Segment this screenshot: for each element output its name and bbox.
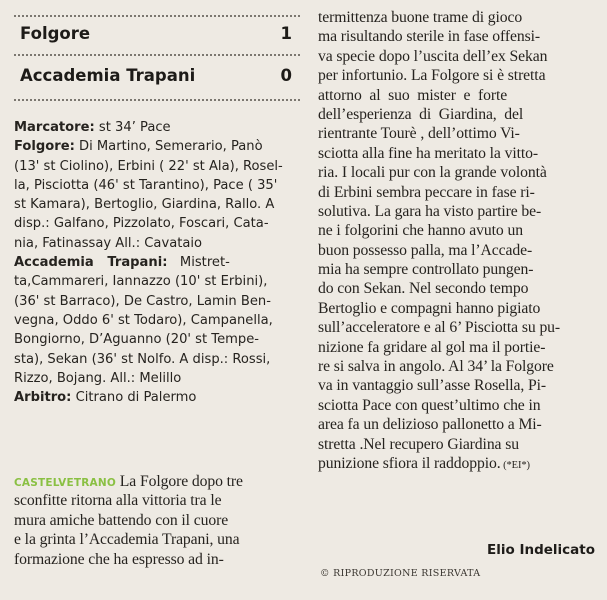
article-line: mia ha sempre controllato pungen- xyxy=(318,261,534,279)
article-line: Bertoglio e compagni hanno pigiato xyxy=(318,299,541,317)
copyright-notice: © RIPRODUZIONE RISERVATA xyxy=(320,568,481,579)
article-line: sconfitte ritorna alla vittoria tra le xyxy=(14,492,222,510)
article-line: do con Sekan. Nel secondo tempo xyxy=(318,280,529,298)
right-column xyxy=(318,0,607,600)
referee-line xyxy=(14,388,302,407)
lineup-line: vegna, Oddo 6' st Todaro), Campanella, xyxy=(14,312,273,328)
divider xyxy=(14,15,300,17)
dateline: CASTELVETRANO xyxy=(14,477,116,489)
article-line: re si salva in angolo. Al 34’ la Folgore xyxy=(318,358,554,376)
article-line: sciotta alla fine ha meritato la vitto- xyxy=(318,144,538,162)
article-text: La Folgore dopo tre xyxy=(115,473,243,490)
away-team-name: Accademia Trapani xyxy=(20,66,196,85)
away-team-goals: 0 xyxy=(280,66,292,85)
article-line: di Erbini sembra peccare in fase ri- xyxy=(318,183,535,201)
score-home xyxy=(14,24,300,46)
home-team-goals: 1 xyxy=(280,24,292,43)
lineup-line: ta,Cammareri, Iannazzo (10' st Erbini), xyxy=(14,274,268,290)
article-line: buon possesso palla, ma l’Accade- xyxy=(318,241,533,259)
divider xyxy=(14,99,300,101)
lineup-line: (13' st Ciolino), Erbini ( 22' st Ala), Rosel- xyxy=(14,158,283,174)
home-team-name: Folgore xyxy=(20,24,91,43)
author-initials: (*EI*) xyxy=(500,459,530,471)
article-line: ma risultando sterile in fase offensi- xyxy=(318,28,541,46)
article-line: sciotta Pace con quest’ultimo che in xyxy=(318,396,541,414)
article-line: stretta .Nel recupero Giardina su xyxy=(318,435,519,453)
referee-label: Arbitro: xyxy=(14,390,72,406)
article-line: nizione fa gridare al gol ma il portie- xyxy=(318,338,546,356)
article-line: formazione che ha espresso ad in- xyxy=(14,550,224,568)
article-line: attorno al suo mister e forte xyxy=(318,86,508,104)
divider xyxy=(14,54,300,56)
folgore-line xyxy=(14,137,302,156)
article-line: e la grinta l’Accademia Trapani, una xyxy=(14,531,240,549)
folgore-label: Folgore: xyxy=(14,139,75,155)
article-line: rientrante Tourè , dell’ottimo Vi- xyxy=(318,125,520,143)
article-line: per infortunio. La Folgore si è stretta xyxy=(318,67,546,85)
article-body-right xyxy=(318,8,607,473)
scorer-text: st 34’ Pace xyxy=(94,120,171,135)
trapani-line xyxy=(14,253,302,272)
article-line: termittenza buone trame di gioco xyxy=(318,9,523,26)
article-body-left xyxy=(14,472,302,569)
article-line: area fa un delizioso pallonetto a Mi- xyxy=(318,416,542,434)
article-line xyxy=(14,472,302,491)
lineup-text: Di Martino, Semerario, Panò xyxy=(74,139,263,155)
article-line: mura amiche battendo con il cuore xyxy=(14,511,229,529)
scorer-label: Marcatore: xyxy=(14,120,95,135)
referee-text: Citrano di Palermo xyxy=(71,390,197,406)
lineup-line: la, Pisciotta (46' st Tarantino), Pace ( 35' xyxy=(14,177,278,193)
lineup-line: Bongiorno, D’Aguanno (20' st Tempe- xyxy=(14,332,259,348)
scorer-line xyxy=(14,118,302,137)
article-line: sull’acceleratore e al 6’ Pisciotta su pu- xyxy=(318,319,561,337)
article-text: punizione sfiora il raddoppio. xyxy=(318,454,501,472)
lineup-text: Mistret- xyxy=(167,255,230,271)
lineup-line: disp.: Galfano, Pizzolato, Foscari, Cata- xyxy=(14,216,269,232)
article-line: solutiva. La gara ha visto partire be- xyxy=(318,202,542,220)
lineup-line: (36' st Barraco), De Castro, Lamin Ben- xyxy=(14,293,271,309)
article-line: va specie dopo l’uscita dell’ex Sekan xyxy=(318,47,548,65)
article-line: ria. I locali pur con la grande volontà xyxy=(318,164,547,182)
lineup-line: st Kamara), Bertoglio, Giardina, Rallo. A xyxy=(14,197,275,213)
match-details xyxy=(14,118,302,407)
author-byline: Elio Indelicato xyxy=(487,542,595,558)
left-column xyxy=(0,0,303,600)
article-line: dell’esperienza di Giardina, del xyxy=(318,105,524,123)
article-line xyxy=(318,454,607,473)
trapani-label: Accademia Trapani: xyxy=(14,255,168,271)
article-line: va in vantaggio sull’asse Rosella, Pi- xyxy=(318,377,546,395)
lineup-line: sta), Sekan (36' st Nolfo. A disp.: Rossi, xyxy=(14,351,271,367)
score-away xyxy=(14,66,300,88)
lineup-line: Rizzo, Bojang. All.: Melillo xyxy=(14,370,182,386)
lineup-line: nia, Fatinassay All.: Cavataio xyxy=(14,235,203,251)
article-line: ne i folgorini che hanno avuto un xyxy=(318,222,523,240)
